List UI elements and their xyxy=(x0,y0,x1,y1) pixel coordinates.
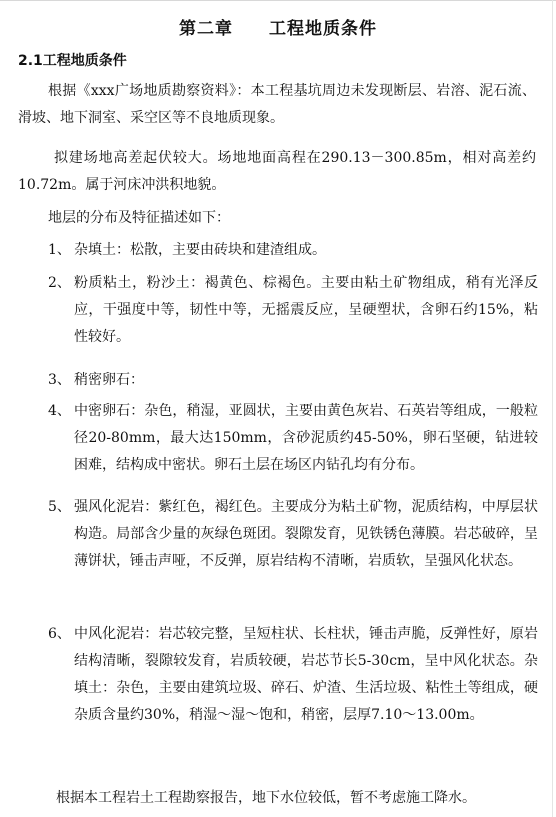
strata-item-number: 6、 xyxy=(48,626,71,642)
intro-paragraph-elevation: 拟建场地高差起伏较大。场地地面高程在290.13－300.85m，相对高差约10.72m。属于河床冲洪积地貌。 xyxy=(18,150,536,193)
strata-item-text: 中风化泥岩：岩芯较完整，呈短柱状、长柱状，锤击声脆，反弹性好，原岩结构清晰，裂隙较发育，岩质较硬，岩芯节长5-30cm，呈中风化状态。杂填土：杂色，主要由建筑垃圾、碎石、炉渣、生活垃圾、粘性土等组成，硬杂质含量约30%，稍湿～湿～饱和，稍密，层厚7.10～13.00m。 xyxy=(74,626,538,723)
strata-item-silty-clay xyxy=(48,270,538,351)
chapter-title: 第二章 工程地质条件 xyxy=(179,19,377,39)
strata-item-text: 中密卵石：杂色，稍湿，亚圆状，主要由黄色灰岩、石英岩等组成，一般粒径20-80mm，最大达150mm，含砂泥质约45-50%，卵石坚硬，钻进较困难，结构成中密状。卵石土层在场区内钻孔均有分布。 xyxy=(74,403,538,473)
strata-item-text: 杂填土：松散，主要由砖块和建渣组成。 xyxy=(74,242,326,258)
strata-item-dense-pebble xyxy=(48,398,538,479)
intro-paragraph-geology: 根据《xxx广场地质勘察资料》：本工程基坑周边未发现断层、岩溶、泥石流、滑坡、地下洞室、采空区等不良地质现象。 xyxy=(18,83,536,126)
strata-item-strongly-weathered-mudstone xyxy=(48,494,538,575)
strata-item-text: 强风化泥岩：紫红色，褐红色。主要成分为粘土矿物，泥质结构，中厚层状构造。局部含少量的灰绿色斑团。裂隙发育，见铁锈色薄膜。岩芯破碎，呈薄饼状，锤击声哑，不反弹，原岩结构不清晰，岩质软，呈强风化状态。 xyxy=(74,499,538,569)
strata-item-number: 4、 xyxy=(48,403,71,419)
strata-item-number: 3、 xyxy=(48,372,71,388)
conclusion-paragraph: 根据本工程岩土工程勘察报告，地下水位较低，暂不考虑施工降水。 xyxy=(56,790,476,806)
strata-item-moderately-weathered-mudstone xyxy=(48,621,538,729)
strata-item-number: 2、 xyxy=(48,275,71,291)
page-right-border xyxy=(552,0,553,817)
strata-list-intro: 地层的分布及特征描述如下： xyxy=(48,210,230,226)
strata-item-fill-soil xyxy=(48,237,538,264)
strata-item-text: 稍密卵石： xyxy=(74,372,144,388)
strata-item-number: 5、 xyxy=(48,499,71,515)
section-title: 2.1工程地质条件 xyxy=(18,53,127,69)
strata-item-loose-pebble xyxy=(48,367,538,394)
strata-item-number: 1、 xyxy=(48,242,71,258)
page-top-border xyxy=(0,0,556,1)
strata-item-text: 粉质粘土，粉沙土：褐黄色、棕褐色。主要由粘土矿物组成，稍有光泽反应，干强度中等，韧性中等，无摇震反应，呈硬塑状，含卵石约15%，粘性较好。 xyxy=(74,275,538,345)
